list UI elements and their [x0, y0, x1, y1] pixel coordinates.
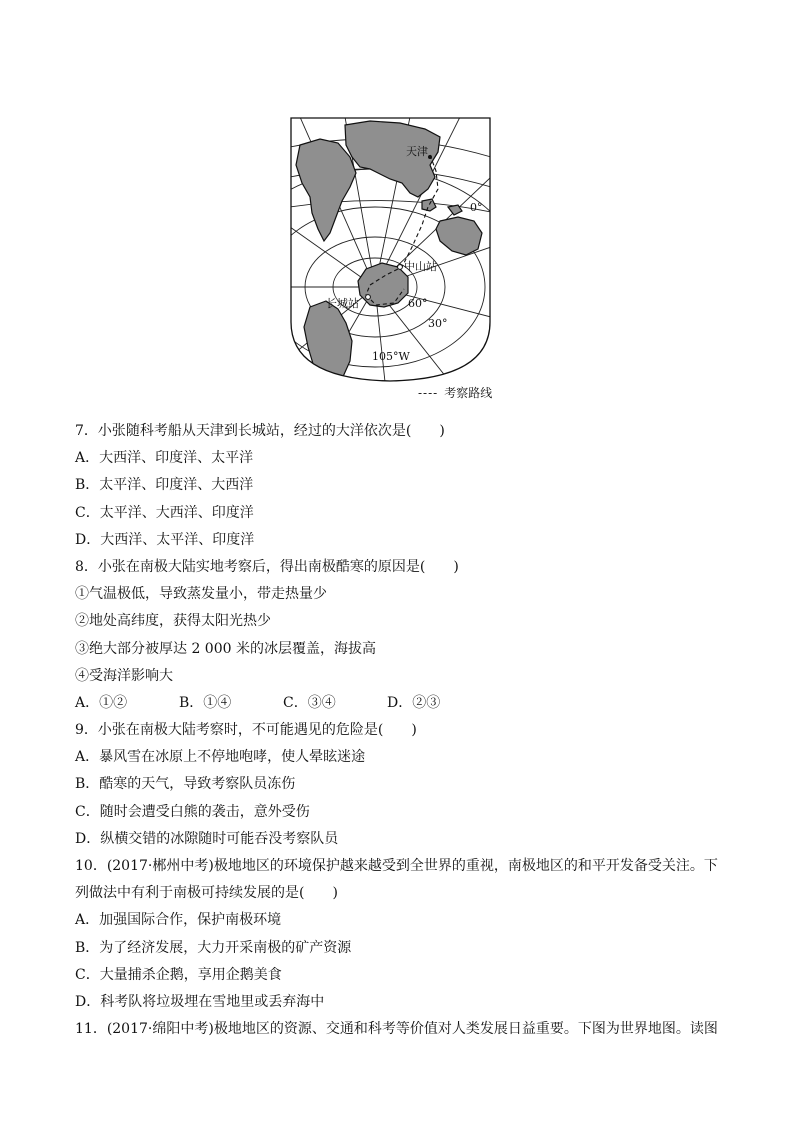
q9-option-b: B．酷寒的天气，导致考察队员冻伤 — [75, 776, 296, 793]
q10-option-b: B．为了经济发展，大力开采南极的矿产资源 — [75, 939, 352, 956]
q10-stem-line1: 10．(2017·郴州中考)极地地区的环境保护越来越受到全世界的重视，南极地区的和平开发备受关注。下 — [75, 858, 718, 874]
map-label-lat0: 0° — [470, 201, 483, 214]
map-label-lat30: 30° — [428, 317, 448, 330]
q7-option-a: A．大西洋、印度洋、太平洋 — [75, 450, 254, 467]
q8-options — [75, 690, 725, 717]
q10-option-a: A．加强国际合作，保护南极环境 — [75, 912, 282, 929]
q9-stem: 9．小张在南极大陆考察时，不可能遇见的危险是( ) — [75, 722, 417, 739]
map-label-lat60: 60° — [408, 297, 428, 310]
q8-option-b: B．①④ — [179, 694, 232, 711]
changcheng-station-marker — [366, 295, 371, 300]
q7-stem: 7．小张随科考船从天津到长城站，经过的大洋依次是( ) — [75, 423, 445, 439]
q8-option-a: A．①② — [75, 694, 128, 711]
q7-option-c: C．太平洋、大西洋、印度洋 — [75, 504, 254, 521]
q10-stem-line2: 列做法中有利于南极可持续发展的是( ) — [75, 885, 338, 902]
legend-text: 考察路线 — [444, 386, 493, 400]
map-legend — [418, 384, 492, 401]
map-label-zhongshan: 中山站 — [404, 260, 437, 273]
map-label-lon105w: 105°W — [372, 350, 410, 363]
q7-option-d: D．大西洋、太平洋、印度洋 — [75, 531, 255, 548]
map-label-changcheng: 长城站 — [326, 297, 359, 310]
q7-option-b: B．太平洋、印度洋、大西洋 — [75, 477, 254, 494]
q8-item-2: ②地处高纬度，获得太阳光热少 — [75, 613, 271, 630]
question-list — [75, 418, 725, 1043]
q8-option-c: C．③④ — [283, 694, 336, 711]
map-label-tianjin: 天津 — [406, 145, 428, 158]
q8-stem: 8．小张在南极大陆实地考察后，得出南极酷寒的原因是( ) — [75, 558, 459, 575]
q8-option-d: D．②③ — [387, 694, 441, 711]
q11-stem: 11．(2017·绵阳中考)极地地区的资源、交通和科考等价值对人类发展日益重要。下图为世界地图。读图 — [75, 1021, 718, 1038]
q9-option-c: C．随时会遭受白熊的袭击，意外受伤 — [75, 803, 310, 820]
polar-route-map — [290, 117, 491, 382]
q9-option-a: A．暴风雪在冰原上不停地咆哮，使人晕眩迷途 — [75, 749, 366, 766]
legend-dash-symbol: ---- — [418, 386, 439, 400]
tianjin-marker — [428, 155, 432, 159]
q8-item-3: ③绝大部分被厚达 2 000 米的冰层覆盖，海拔高 — [75, 640, 376, 657]
q9-option-d: D．纵横交错的冰隙随时可能吞没考察队员 — [75, 830, 339, 847]
q8-item-4: ④受海洋影响大 — [75, 667, 173, 684]
zhongshan-station-marker — [398, 265, 403, 270]
q10-option-c: C．大量捕杀企鹅，享用企鹅美食 — [75, 966, 282, 983]
q10-option-d: D．科考队将垃圾埋在雪地里或丢弃海中 — [75, 993, 325, 1010]
q8-item-1: ①气温极低，导致蒸发量小，带走热量少 — [75, 586, 327, 603]
